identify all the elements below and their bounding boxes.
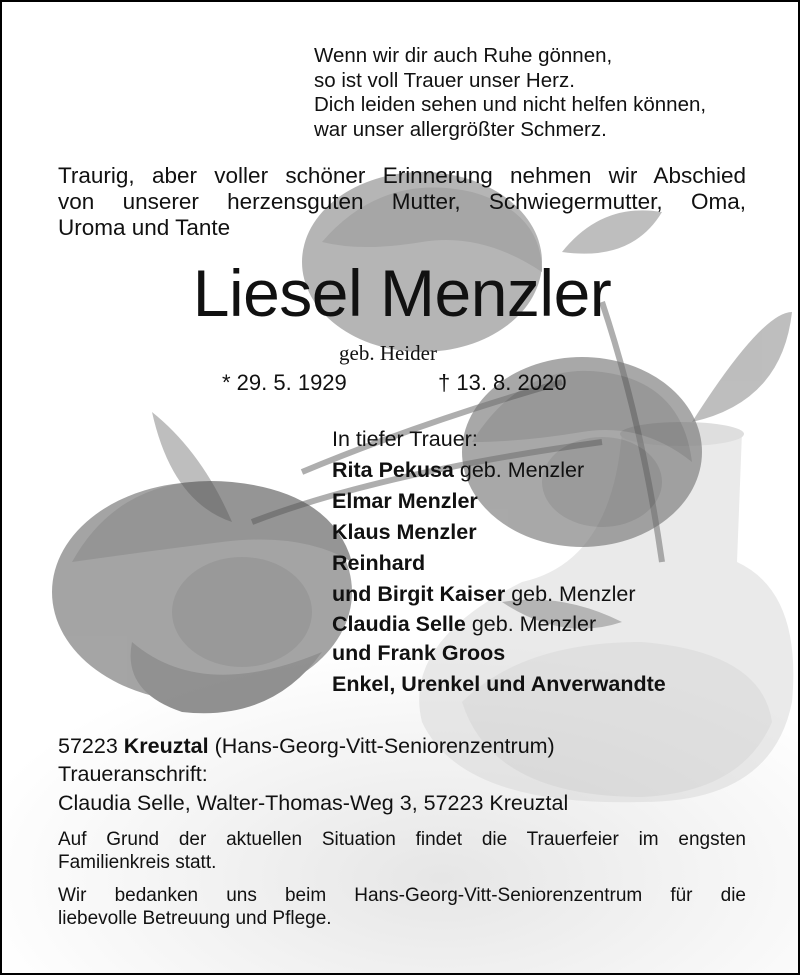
- mourner-suffix: geb. Menzler: [505, 582, 636, 606]
- mourner-line: [332, 522, 477, 544]
- residence-place: (Hans-Georg-Vitt-Seniorenzentrum): [208, 734, 555, 758]
- mourner-line: [332, 584, 635, 606]
- mourner-line: [332, 491, 478, 513]
- mourner-line: [332, 643, 505, 665]
- mourner-line: [332, 553, 425, 575]
- poem-line: war unser allergrößter Schmerz.: [314, 117, 607, 141]
- mourner-name: Klaus Menzler: [332, 520, 477, 544]
- residence-line: [58, 736, 555, 758]
- mourner-name: und Frank Groos: [332, 641, 506, 665]
- condolence-address: Claudia Selle, Walter-Thomas-Weg 3, 57223 Kreuztal: [58, 791, 569, 815]
- note-line: Auf Grund der aktuellen Situation findet die Trauerfeier im engsten: [58, 829, 746, 850]
- deceased-name: Liesel Menzler: [192, 256, 612, 330]
- birth-name: geb. Heider: [339, 341, 437, 365]
- intro-line: von unserer herzensguten Mutter, Schwiegermutter, Oma,: [58, 189, 746, 214]
- mourner-name: Enkel, Urenkel und Anverwandte: [332, 672, 666, 696]
- mourner-line: [332, 460, 584, 482]
- mourner-name: Claudia Selle: [332, 612, 466, 636]
- zip-code: 57223: [58, 734, 124, 758]
- poem: [314, 44, 706, 142]
- poem-line: Dich leiden sehen und nicht helfen können,: [314, 93, 707, 116]
- condolence-address-label: Traueranschrift:: [58, 762, 208, 786]
- intro-line: Traurig, aber voller schöner Erinnerung nehmen wir Abschied: [58, 163, 746, 188]
- mourner-name: Elmar Menzler: [332, 489, 478, 513]
- city: Kreuztal: [123, 734, 209, 758]
- mourner-suffix: geb. Menzler: [453, 458, 585, 482]
- poem-line: so ist voll Trauer unser Herz.: [314, 68, 575, 92]
- note-line: Familienkreis statt.: [58, 852, 217, 873]
- note-line: Wir bedanken uns beim Hans-Georg-Vitt-Seniorenzentrum für die: [58, 885, 746, 906]
- mourner-line: [332, 674, 666, 696]
- poem-line: Wenn wir dir auch Ruhe gönnen,: [314, 44, 613, 67]
- mourners-heading: In tiefer Trauer:: [332, 427, 478, 451]
- mourner-name: Reinhard: [332, 551, 426, 575]
- mourner-name: Rita Pekusa: [332, 458, 454, 482]
- mourner-suffix: geb. Menzler: [465, 612, 597, 636]
- birth-date: * 29. 5. 1929: [222, 370, 347, 395]
- intro-line: Uroma und Tante: [58, 215, 231, 240]
- note-line: liebevolle Betreuung und Pflege.: [58, 908, 332, 929]
- mourner-line: [332, 614, 596, 636]
- mourner-name: und Birgit Kaiser: [332, 582, 506, 606]
- death-date: † 13. 8. 2020: [438, 370, 567, 395]
